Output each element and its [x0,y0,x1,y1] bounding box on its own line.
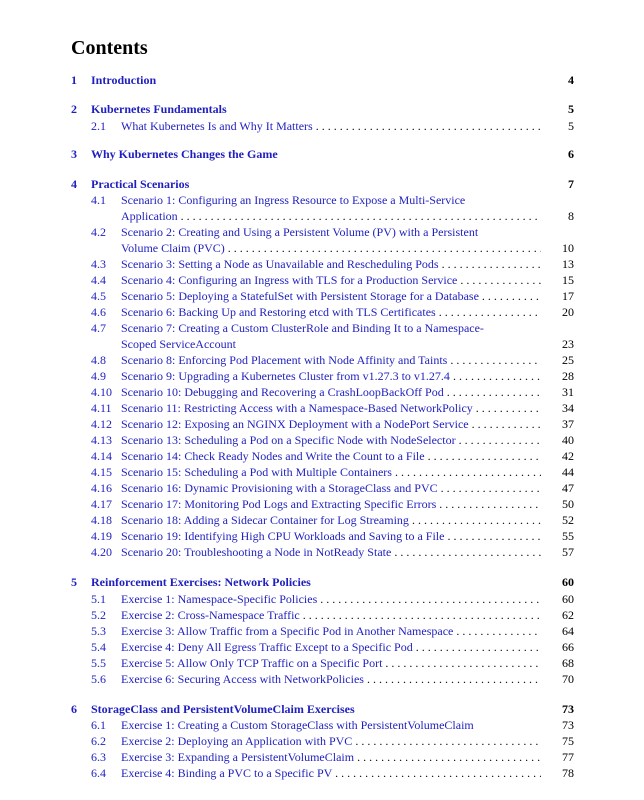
toc-number: 2.1 [91,119,106,133]
toc-section-5-2[interactable] [0,607,644,623]
toc-title[interactable]: Scenario 6: Backing Up and Restoring etcd with TLS Certificates . . . [121,304,541,320]
toc-title[interactable]: Kubernetes Fundamentals [91,102,227,116]
toc-number: 4.8 [91,353,106,367]
toc-title[interactable]: Scenario 11: Restricting Access with a Namespace-Based NetworkPolicy . . . [121,400,541,416]
toc-title[interactable]: What Kubernetes Is and Why It Matters . . . [121,118,541,134]
toc-page: 17 [562,289,574,303]
toc-title[interactable]: Practical Scenarios [91,177,190,191]
toc-section-4-13[interactable] [0,432,644,448]
toc-page: 73 [562,718,574,732]
toc-page: 78 [562,766,574,780]
toc-title[interactable]: Exercise 1: Creating a Custom StorageClass with PersistentVolumeClaim [121,718,474,732]
toc-page: 75 [562,734,574,748]
toc-number: 5.5 [91,656,106,670]
toc-page: 31 [562,385,574,399]
toc-section-6-4[interactable] [0,765,644,781]
toc-chapter-2[interactable] [0,101,644,117]
toc-title[interactable]: Scenario 15: Scheduling a Pod with Multiple Containers . . . [121,464,541,480]
toc-number: 5.4 [91,640,106,654]
contents-heading: Contents [71,37,148,59]
toc-page: 60 [562,592,574,606]
toc-chapter-6[interactable] [0,701,644,717]
toc-number: 4.16 [91,481,112,495]
toc-page: 8 [568,209,574,223]
toc-page: 50 [562,497,574,511]
toc-page: 7 [568,177,574,191]
toc-number: 5.1 [91,592,106,606]
toc-page: 70 [562,672,574,686]
toc-number: 3 [71,147,77,161]
toc-section-4-5[interactable] [0,288,644,304]
toc-section-6-2[interactable] [0,733,644,749]
toc-title[interactable]: Scenario 19: Identifying High CPU Workloads and Saving to a File . . . [121,528,541,544]
toc-title[interactable]: Exercise 2: Cross-Namespace Traffic . . . [121,607,541,623]
toc-number: 4.13 [91,433,112,447]
toc-section-6-3[interactable] [0,749,644,765]
toc-page: 5 [568,102,574,116]
toc-number: 4.1 [91,193,106,207]
toc-number: 4.17 [91,497,112,511]
toc-section-4-19[interactable] [0,528,644,544]
toc-title[interactable]: Scenario 1: Configuring an Ingress Resource to Expose a Multi-Service [121,193,466,207]
toc-page: 64 [562,624,574,638]
toc-page: 28 [562,369,574,383]
toc-page: 6 [568,147,574,161]
toc-title[interactable]: Exercise 5: Allow Only TCP Traffic on a Specific Port . . . [121,655,541,671]
toc-page: 60 [562,575,574,589]
toc-number: 5.6 [91,672,106,686]
toc-title[interactable]: Scenario 2: Creating and Using a Persistent Volume (PV) with a Persistent [121,225,479,239]
toc-number: 6.3 [91,750,106,764]
toc-page: 13 [562,257,574,271]
toc-section-4-3[interactable] [0,256,644,272]
toc-number: 4.2 [91,225,106,239]
toc-page: 34 [562,401,574,415]
toc-page: 66 [562,640,574,654]
toc-title[interactable]: Scenario 8: Enforcing Pod Placement with Node Affinity and Taints . . . [121,352,541,368]
toc-section-4-9[interactable] [0,368,644,384]
toc-section-4-15[interactable] [0,464,644,480]
toc-title[interactable]: Exercise 3: Allow Traffic from a Specific Pod in Another Namespace . . . [121,623,541,639]
toc-title-continued[interactable]: Application . . . [121,208,541,224]
toc-title[interactable]: Introduction [91,73,157,87]
toc-page: 42 [562,449,574,463]
toc-number: 4.5 [91,289,106,303]
toc-title[interactable]: Reinforcement Exercises: Network Policies [91,575,311,589]
toc-title[interactable]: Scenario 17: Monitoring Pod Logs and Extracting Specific Errors . . . [121,496,541,512]
toc-number: 4.3 [91,257,106,271]
toc-title[interactable]: Scenario 16: Dynamic Provisioning with a StorageClass and PVC . . . [121,480,541,496]
toc-page: 55 [562,529,574,543]
toc-section-4-7-cont[interactable] [0,336,644,352]
toc-section-4-1[interactable] [0,192,644,208]
toc-number: 6.4 [91,766,106,780]
toc-page: 40 [562,433,574,447]
toc-page: 10 [562,241,574,255]
toc-chapter-1[interactable] [0,72,644,88]
toc-title[interactable]: Exercise 4: Deny All Egress Traffic Except to a Specific Pod . . . [121,639,541,655]
toc-section-4-12[interactable] [0,416,644,432]
toc-title[interactable]: Scenario 20: Troubleshooting a Node in NotReady State . . . [121,544,541,560]
toc-section-5-1[interactable] [0,591,644,607]
toc-number: 4.6 [91,305,106,319]
toc-title[interactable]: StorageClass and PersistentVolumeClaim Exercises [91,702,355,716]
toc-number: 4 [71,177,77,191]
toc-title[interactable]: Scenario 4: Configuring an Ingress with TLS for a Production Service . . . [121,272,541,288]
toc-number: 4.15 [91,465,112,479]
toc-title-continued[interactable]: Scoped ServiceAccount [121,337,236,351]
toc-number: 4.19 [91,529,112,543]
toc-section-4-16[interactable] [0,480,644,496]
toc-page: 15 [562,273,574,287]
toc-title[interactable]: Scenario 18: Adding a Sidecar Container for Log Streaming . . . [121,512,541,528]
toc-section-4-11[interactable] [0,400,644,416]
toc-number: 4.12 [91,417,112,431]
toc-page: 5 [568,119,574,133]
toc-page: 52 [562,513,574,527]
toc-section-4-8[interactable] [0,352,644,368]
toc-section-4-6[interactable] [0,304,644,320]
toc-number: 4.11 [91,401,112,415]
toc-number: 6.2 [91,734,106,748]
toc-title-continued[interactable]: Volume Claim (PVC) . . . [121,240,541,256]
toc-page: 20 [562,305,574,319]
toc-page: 37 [562,417,574,431]
toc-title[interactable]: Scenario 7: Creating a Custom ClusterRole and Binding It to a Namespace- [121,321,484,335]
toc-page: 73 [562,702,574,716]
toc-page: 44 [562,465,574,479]
toc-title[interactable]: Scenario 13: Scheduling a Pod on a Specific Node with NodeSelector . . . [121,432,541,448]
toc-page: 25 [562,353,574,367]
toc-number: 5.3 [91,624,106,638]
toc-number: 6.1 [91,718,106,732]
toc-title[interactable]: Exercise 1: Namespace-Specific Policies . . . [121,591,541,607]
toc-chapter-5[interactable] [0,574,644,590]
toc-section-4-4[interactable] [0,272,644,288]
toc-section-4-17[interactable] [0,496,644,512]
toc-number: 4.7 [91,321,106,335]
toc-section-4-1-cont[interactable] [0,208,644,224]
toc-number: 5 [71,575,77,589]
toc-number: 6 [71,702,77,716]
toc-page: 47 [562,481,574,495]
toc-number: 4.18 [91,513,112,527]
toc-title[interactable]: Scenario 3: Setting a Node as Unavailable and Rescheduling Pods . . . [121,256,541,272]
toc-title[interactable]: Exercise 4: Binding a PVC to a Specific PV . . . [121,765,541,781]
toc-chapter-4[interactable] [0,176,644,192]
toc-section-2-1[interactable] [0,118,644,134]
toc-title[interactable]: Exercise 6: Securing Access with NetworkPolicies . . . [121,671,541,687]
toc-title[interactable]: Scenario 5: Deploying a StatefulSet with Persistent Storage for a Database . . . [121,288,541,304]
toc-page: 68 [562,656,574,670]
toc-number: 4.9 [91,369,106,383]
toc-number: 4.4 [91,273,106,287]
toc-number: 2 [71,102,77,116]
toc-section-5-6[interactable] [0,671,644,687]
toc-number: 5.2 [91,608,106,622]
toc-chapter-3[interactable] [0,146,644,162]
toc-section-4-18[interactable] [0,512,644,528]
toc-section-4-20[interactable] [0,544,644,560]
toc-page: 4 [568,73,574,87]
toc-page: 57 [562,545,574,559]
toc-number: 4.10 [91,385,112,399]
toc-page: 62 [562,608,574,622]
toc-section-4-2[interactable] [0,224,644,240]
toc-title[interactable]: Scenario 9: Upgrading a Kubernetes Cluster from v1.27.3 to v1.27.4 . . . [121,368,541,384]
toc-section-5-5[interactable] [0,655,644,671]
toc-title[interactable]: Scenario 10: Debugging and Recovering a CrashLoopBackOff Pod . . . [121,384,541,400]
toc-number: 4.14 [91,449,112,463]
toc-title[interactable]: Exercise 3: Expanding a PersistentVolumeClaim . . . [121,749,541,765]
toc-section-4-2-cont[interactable] [0,240,644,256]
toc-section-6-1[interactable] [0,717,644,733]
toc-title[interactable]: Scenario 14: Check Ready Nodes and Write the Count to a File . . . [121,448,541,464]
toc-title[interactable]: Exercise 2: Deploying an Application with PVC . . . [121,733,541,749]
toc-section-4-10[interactable] [0,384,644,400]
toc-section-5-4[interactable] [0,639,644,655]
toc-section-5-3[interactable] [0,623,644,639]
toc-title[interactable]: Why Kubernetes Changes the Game [91,147,278,161]
toc-number: 4.20 [91,545,112,559]
toc-number: 1 [71,73,77,87]
toc-section-4-14[interactable] [0,448,644,464]
toc-page: 77 [562,750,574,764]
toc-title[interactable]: Scenario 12: Exposing an NGINX Deployment with a NodePort Service . . . [121,416,541,432]
toc-section-4-7[interactable] [0,320,644,336]
toc-page: 23 [562,337,574,351]
